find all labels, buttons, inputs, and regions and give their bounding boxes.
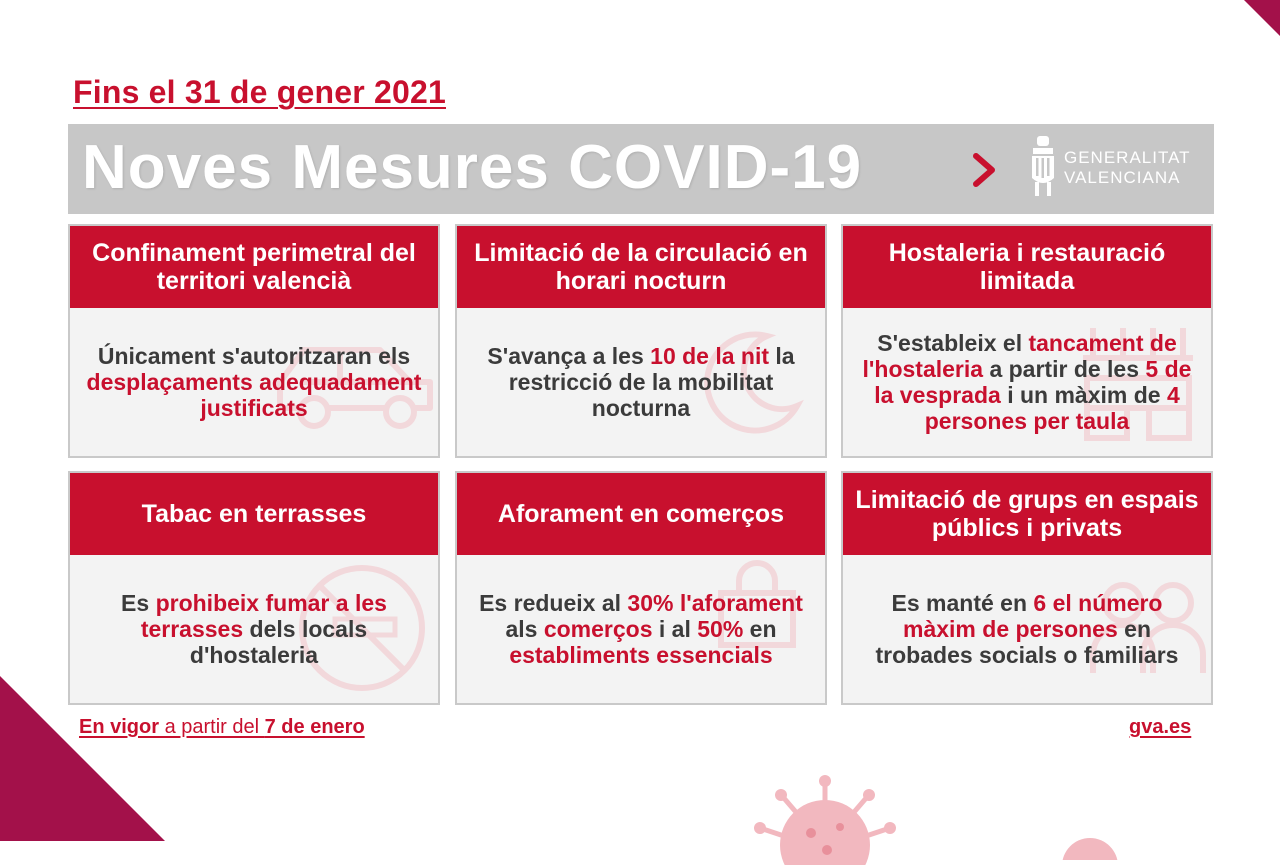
card-text	[86, 590, 422, 668]
virus-icon	[1050, 830, 1130, 860]
highlighted-text: tancament de l'hostaleria	[862, 330, 1177, 382]
card-body	[70, 555, 438, 703]
measure-card-terrace-smoking	[68, 471, 440, 705]
card-title: Limitació de la circulació en horari nocturn	[457, 226, 825, 308]
highlighted-text: 30% l'aforament	[627, 590, 803, 616]
card-body	[457, 555, 825, 703]
card-title: Confinament perimetral del territori valencià	[70, 226, 438, 308]
highlighted-text: 50%	[697, 616, 744, 642]
body-text: i al	[652, 616, 698, 642]
card-body	[843, 555, 1211, 703]
effective-date: 7 de enero	[264, 716, 365, 738]
highlighted-text: comerços	[543, 616, 653, 642]
generalitat-logo-text	[1064, 148, 1191, 188]
highlighted-text: desplaçaments adequadament justificats	[86, 369, 422, 421]
measure-card-shop-capacity	[455, 471, 827, 705]
gva-link[interactable]: gva.es	[1129, 716, 1192, 738]
highlighted-text: 5 de la vesprada	[874, 356, 1192, 408]
body-text: en	[743, 616, 777, 642]
card-title: Hostaleria i restauració limitada	[843, 226, 1211, 308]
body-text: S'estableix el	[877, 330, 1029, 356]
body-text: S'avança a les	[487, 343, 651, 369]
card-body	[70, 308, 438, 456]
corner-decoration-top-right	[1244, 0, 1280, 36]
highlighted-text: 4 persones per taula	[924, 382, 1180, 434]
measure-card-night-curfew	[455, 224, 827, 458]
virus-icon	[745, 775, 905, 865]
card-body	[843, 308, 1211, 456]
body-text: Únicament s'autoritzaran els	[97, 343, 411, 369]
measure-card-confinement	[68, 224, 440, 458]
effective-connector: a partir del	[159, 716, 265, 738]
card-text	[86, 343, 422, 421]
card-title: Limitació de grups en espais públics i privats	[843, 473, 1211, 555]
measure-card-hospitality	[841, 224, 1213, 458]
page-title: Noves Mesures COVID-19	[82, 133, 863, 202]
highlighted-text: 6 el número màxim de persones	[903, 590, 1163, 642]
body-text: en trobades socials o familiars	[875, 616, 1179, 668]
body-text: Es	[121, 590, 156, 616]
card-text	[859, 330, 1195, 434]
card-body	[457, 308, 825, 456]
highlighted-text: establiments essencials	[509, 642, 773, 668]
logo-line-1: GENERALITAT	[1064, 148, 1191, 167]
body-text: Es redueix al	[479, 590, 628, 616]
body-text: Es manté en	[891, 590, 1034, 616]
chevron-right-icon	[968, 150, 1000, 190]
effective-date-note	[79, 716, 365, 739]
body-text: als	[505, 616, 544, 642]
effective-label: En vigor	[79, 716, 160, 738]
card-text	[473, 343, 809, 421]
measure-card-group-limit	[841, 471, 1213, 705]
coat-of-arms-icon	[1028, 134, 1058, 200]
logo-line-2: VALENCIANA	[1064, 168, 1181, 187]
card-title: Aforament en comerços	[457, 473, 825, 555]
validity-date-heading: Fins el 31 de gener 2021	[73, 74, 446, 110]
highlighted-text: prohibeix fumar a les terrasses	[140, 590, 387, 642]
highlighted-text: 10 de la nit	[650, 343, 770, 369]
body-text: la restricció de la mobilitat nocturna	[508, 343, 795, 421]
body-text: a partir de les	[983, 356, 1146, 382]
title-banner	[68, 124, 1214, 214]
card-text	[473, 590, 809, 668]
body-text: i un màxim de	[1000, 382, 1167, 408]
generalitat-logo	[1028, 134, 1208, 204]
card-text	[859, 590, 1195, 668]
card-title: Tabac en terrasses	[70, 473, 438, 555]
body-text: dels locals d'hostaleria	[189, 616, 368, 668]
